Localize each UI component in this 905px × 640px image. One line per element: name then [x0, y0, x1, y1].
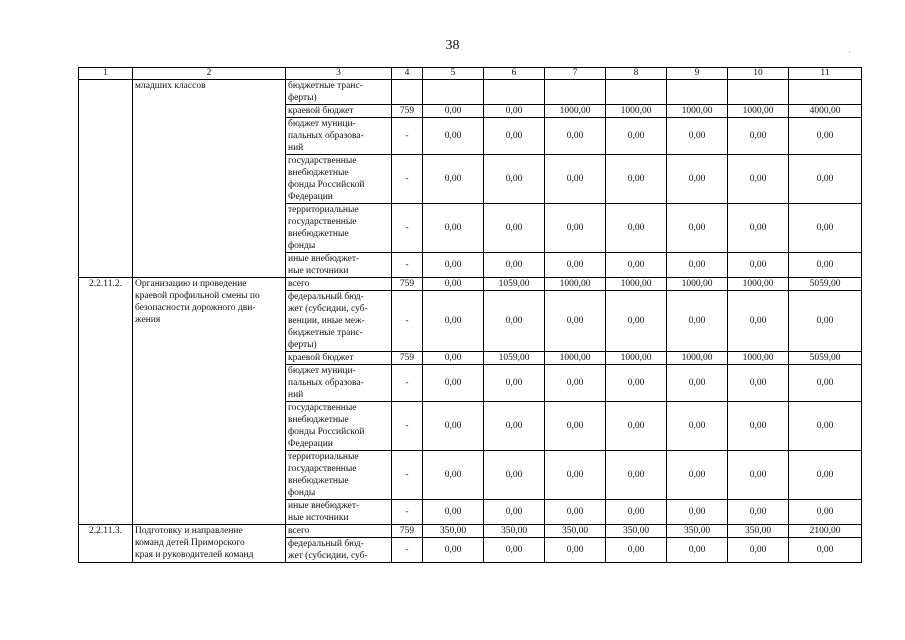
amount-cell: 0,00 [484, 253, 545, 278]
total-cell: 0,00 [789, 253, 862, 278]
amount-cell: 0,00 [545, 155, 606, 204]
code-cell: - [392, 402, 423, 451]
amount-cell: 0,00 [606, 538, 667, 563]
amount-cell: 0,00 [728, 118, 789, 155]
total-cell: 4000,00 [789, 105, 862, 118]
item-code-cell: 2.2.11.3. [79, 525, 133, 563]
amount-cell: 0,00 [423, 253, 484, 278]
column-header: 8 [606, 68, 667, 80]
total-cell: 5059,00 [789, 352, 862, 365]
amount-cell: 0,00 [484, 118, 545, 155]
total-cell: 0,00 [789, 365, 862, 402]
amount-cell: 0,00 [423, 118, 484, 155]
amount-cell: 350,00 [728, 525, 789, 538]
table-row [79, 80, 862, 105]
amount-cell: 0,00 [423, 451, 484, 500]
amount-cell: 1000,00 [545, 278, 606, 291]
amount-cell: 0,00 [423, 402, 484, 451]
amount-cell: 0,00 [423, 538, 484, 563]
total-cell: 0,00 [789, 500, 862, 525]
code-cell: - [392, 155, 423, 204]
amount-cell: 350,00 [484, 525, 545, 538]
page-mark: · [848, 48, 851, 57]
table-row [79, 278, 862, 291]
amount-cell [606, 80, 667, 105]
amount-cell: 0,00 [484, 402, 545, 451]
funding-source-cell: федеральный бюд- жет (субсидии, суб- [286, 538, 392, 563]
column-header: 6 [484, 68, 545, 80]
amount-cell: 0,00 [606, 155, 667, 204]
code-cell: - [392, 253, 423, 278]
amount-cell: 1000,00 [606, 352, 667, 365]
total-cell: 0,00 [789, 291, 862, 352]
amount-cell: 0,00 [606, 451, 667, 500]
amount-cell: 0,00 [545, 291, 606, 352]
total-cell: 0,00 [789, 538, 862, 563]
amount-cell [545, 80, 606, 105]
amount-cell: 1059,00 [484, 352, 545, 365]
code-cell: 759 [392, 352, 423, 365]
amount-cell: 0,00 [667, 402, 728, 451]
column-header: 1 [79, 68, 133, 80]
amount-cell: 0,00 [728, 500, 789, 525]
code-cell: - [392, 365, 423, 402]
column-header: 7 [545, 68, 606, 80]
amount-cell: 1059,00 [484, 278, 545, 291]
code-cell [392, 80, 423, 105]
code-cell: 759 [392, 525, 423, 538]
table-row [79, 525, 862, 538]
amount-cell: 0,00 [667, 451, 728, 500]
column-header: 2 [133, 68, 286, 80]
funding-source-cell: всего [286, 525, 392, 538]
amount-cell [484, 80, 545, 105]
amount-cell: 0,00 [423, 291, 484, 352]
amount-cell: 0,00 [606, 402, 667, 451]
total-cell: 0,00 [789, 118, 862, 155]
amount-cell: 0,00 [484, 155, 545, 204]
amount-cell [667, 80, 728, 105]
amount-cell: 0,00 [484, 105, 545, 118]
amount-cell: 1000,00 [667, 105, 728, 118]
amount-cell: 0,00 [667, 204, 728, 253]
amount-cell: 0,00 [667, 538, 728, 563]
amount-cell: 0,00 [545, 451, 606, 500]
amount-cell: 0,00 [728, 204, 789, 253]
column-header: 11 [789, 68, 862, 80]
column-header: 9 [667, 68, 728, 80]
total-cell [789, 80, 862, 105]
amount-cell: 0,00 [728, 291, 789, 352]
amount-cell: 1000,00 [728, 278, 789, 291]
amount-cell: 0,00 [728, 538, 789, 563]
amount-cell: 1000,00 [667, 352, 728, 365]
code-cell: - [392, 500, 423, 525]
amount-cell: 0,00 [484, 538, 545, 563]
funding-source-cell: государственные внебюджетные фонды Российской Федерации [286, 402, 392, 451]
funding-source-cell: всего [286, 278, 392, 291]
column-header: 3 [286, 68, 392, 80]
funding-source-cell: иные внебюджет- ные источники [286, 500, 392, 525]
amount-cell: 0,00 [423, 365, 484, 402]
amount-cell: 0,00 [545, 204, 606, 253]
item-code-cell [79, 80, 133, 278]
amount-cell: 0,00 [545, 402, 606, 451]
code-cell: 759 [392, 105, 423, 118]
amount-cell: 0,00 [606, 204, 667, 253]
amount-cell: 0,00 [606, 291, 667, 352]
code-cell: - [392, 118, 423, 155]
code-cell: - [392, 451, 423, 500]
amount-cell: 0,00 [728, 402, 789, 451]
funding-source-cell: бюджетные транс- ферты) [286, 80, 392, 105]
amount-cell [423, 80, 484, 105]
amount-cell: 1000,00 [606, 105, 667, 118]
amount-cell: 0,00 [606, 365, 667, 402]
total-cell: 0,00 [789, 451, 862, 500]
amount-cell: 0,00 [423, 105, 484, 118]
code-cell: 759 [392, 278, 423, 291]
amount-cell: 350,00 [423, 525, 484, 538]
column-header: 4 [392, 68, 423, 80]
amount-cell: 0,00 [545, 365, 606, 402]
amount-cell: 0,00 [423, 278, 484, 291]
amount-cell: 0,00 [606, 500, 667, 525]
funding-source-cell: территориальные государственные внебюджетные фонды [286, 451, 392, 500]
amount-cell: 0,00 [423, 500, 484, 525]
funding-source-cell: государственные внебюджетные фонды Российской Федерации [286, 155, 392, 204]
amount-cell: 1000,00 [667, 278, 728, 291]
funding-source-cell: иные внебюджет- ные источники [286, 253, 392, 278]
page-number: 38 [445, 38, 460, 53]
column-header: 5 [423, 68, 484, 80]
funding-source-cell: краевой бюджет [286, 352, 392, 365]
amount-cell: 1000,00 [728, 105, 789, 118]
amount-cell: 0,00 [545, 538, 606, 563]
funding-source-cell: краевой бюджет [286, 105, 392, 118]
amount-cell: 0,00 [728, 155, 789, 204]
amount-cell: 350,00 [545, 525, 606, 538]
column-header: 10 [728, 68, 789, 80]
activity-description-cell: младших классов [133, 80, 286, 278]
amount-cell: 0,00 [606, 253, 667, 278]
funding-source-cell: федеральный бюд- жет (субсидии, суб- венции, иные меж- бюджетные транс- ферты) [286, 291, 392, 352]
amount-cell: 0,00 [423, 155, 484, 204]
amount-cell: 0,00 [728, 451, 789, 500]
funding-source-cell: бюджет муници- пальных образова- ний [286, 118, 392, 155]
amount-cell: 0,00 [545, 500, 606, 525]
amount-cell: 1000,00 [606, 278, 667, 291]
amount-cell: 0,00 [667, 500, 728, 525]
amount-cell: 0,00 [728, 365, 789, 402]
amount-cell: 0,00 [484, 291, 545, 352]
code-cell: - [392, 538, 423, 563]
amount-cell: 350,00 [667, 525, 728, 538]
amount-cell: 0,00 [484, 204, 545, 253]
amount-cell: 0,00 [667, 291, 728, 352]
amount-cell: 0,00 [667, 365, 728, 402]
amount-cell: 1000,00 [545, 105, 606, 118]
total-cell: 0,00 [789, 402, 862, 451]
amount-cell: 0,00 [728, 253, 789, 278]
amount-cell: 350,00 [606, 525, 667, 538]
amount-cell [728, 80, 789, 105]
amount-cell: 0,00 [545, 118, 606, 155]
amount-cell: 0,00 [545, 253, 606, 278]
item-code-cell: 2.2.11.2. [79, 278, 133, 525]
funding-source-cell: бюджет муници- пальных образова- ний [286, 365, 392, 402]
amount-cell: 0,00 [423, 204, 484, 253]
budget-table [78, 67, 862, 563]
code-cell: - [392, 291, 423, 352]
activity-description-cell: Подготовку и направление команд детей Приморского края и руководителей команд [133, 525, 286, 563]
total-cell: 2100,00 [789, 525, 862, 538]
total-cell: 0,00 [789, 204, 862, 253]
amount-cell: 0,00 [423, 352, 484, 365]
total-cell: 0,00 [789, 155, 862, 204]
total-cell: 5059,00 [789, 278, 862, 291]
amount-cell: 0,00 [484, 500, 545, 525]
amount-cell: 1000,00 [728, 352, 789, 365]
table-header-row [79, 68, 862, 80]
amount-cell: 1000,00 [545, 352, 606, 365]
amount-cell: 0,00 [667, 253, 728, 278]
amount-cell: 0,00 [606, 118, 667, 155]
funding-source-cell: территориальные государственные внебюджетные фонды [286, 204, 392, 253]
amount-cell: 0,00 [667, 155, 728, 204]
code-cell: - [392, 204, 423, 253]
activity-description-cell: Организацию и проведение краевой профильной смены по безопасности дорожного дви- жения [133, 278, 286, 525]
amount-cell: 0,00 [667, 118, 728, 155]
amount-cell: 0,00 [484, 365, 545, 402]
amount-cell: 0,00 [484, 451, 545, 500]
